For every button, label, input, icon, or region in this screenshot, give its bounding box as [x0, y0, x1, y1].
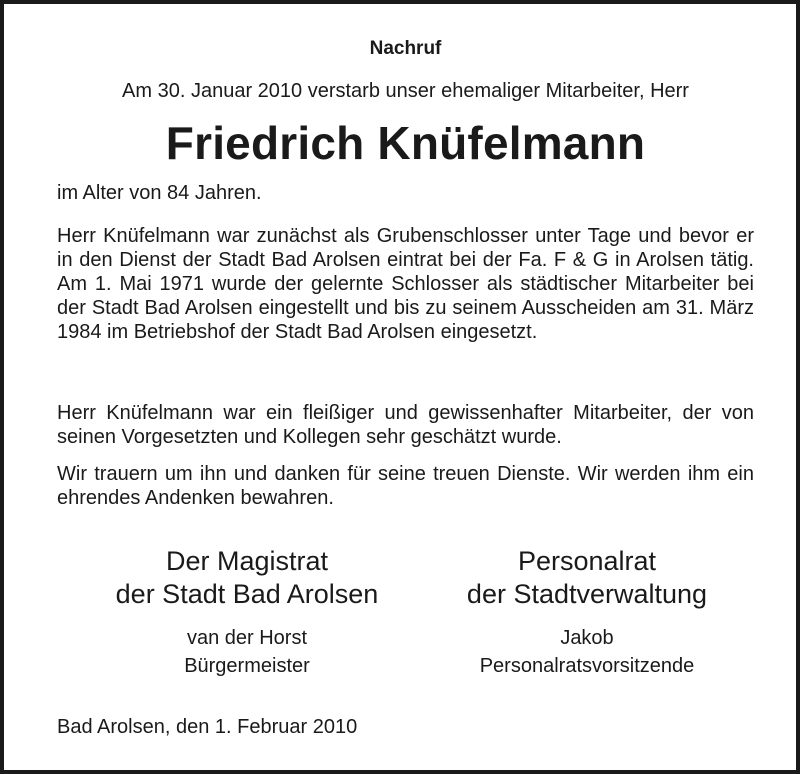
- deceased-name: Friedrich Knüfelmann: [165, 117, 646, 169]
- signature-personalrat: [427, 545, 747, 680]
- mourning-paragraph: Wir trauern um ihn und danken für seine treuen Dienste. Wir werden ihm ein ehrendes Andenken bewahren.: [57, 463, 754, 509]
- appreciation-paragraph: Herr Knüfelmann war ein fleißiger und gewissenhafter Mitarbeiter, der von seinen Vorgesetzten und Kollegen sehr geschätzt wurde.: [57, 402, 754, 448]
- intro-text: Am 30. Januar 2010 verstarb unser ehemaliger Mitarbeiter, Herr: [122, 80, 689, 102]
- notice-heading: Nachruf: [369, 38, 442, 59]
- signature-person: Jakob: [560, 627, 614, 649]
- signature-org-line2: der Stadt Bad Arolsen: [115, 579, 379, 609]
- place-and-date: Bad Arolsen, den 1. Februar 2010: [57, 716, 358, 738]
- signature-magistrat: [87, 545, 407, 680]
- signature-org-line1: Personalrat: [517, 546, 657, 576]
- signature-org-line1: Der Magistrat: [165, 546, 329, 576]
- signature-role: Personalratsvorsitzende: [479, 655, 695, 677]
- age-text: im Alter von 84 Jahren.: [57, 182, 262, 204]
- signature-org-line2: der Stadtverwaltung: [466, 579, 708, 609]
- biography-paragraph: Herr Knüfelmann war zunächst als Grubenschlosser unter Tage und bevor er in den Dienst der Stadt Bad Arolsen eintrat bei der Fa. F & G in Arolsen tätig. Am 1. Mai 1971 wurde der gelernte Schlosser als städtischer Mitarbeiter bei der Stadt Bad Arolsen eingestellt und bis zu seinem Ausscheiden am 31. März 1984 im Betriebshof der Stadt Bad Arolsen eingesetzt.: [57, 225, 754, 343]
- signature-role: Bürgermeister: [184, 655, 310, 677]
- signature-person: van der Horst: [186, 627, 308, 649]
